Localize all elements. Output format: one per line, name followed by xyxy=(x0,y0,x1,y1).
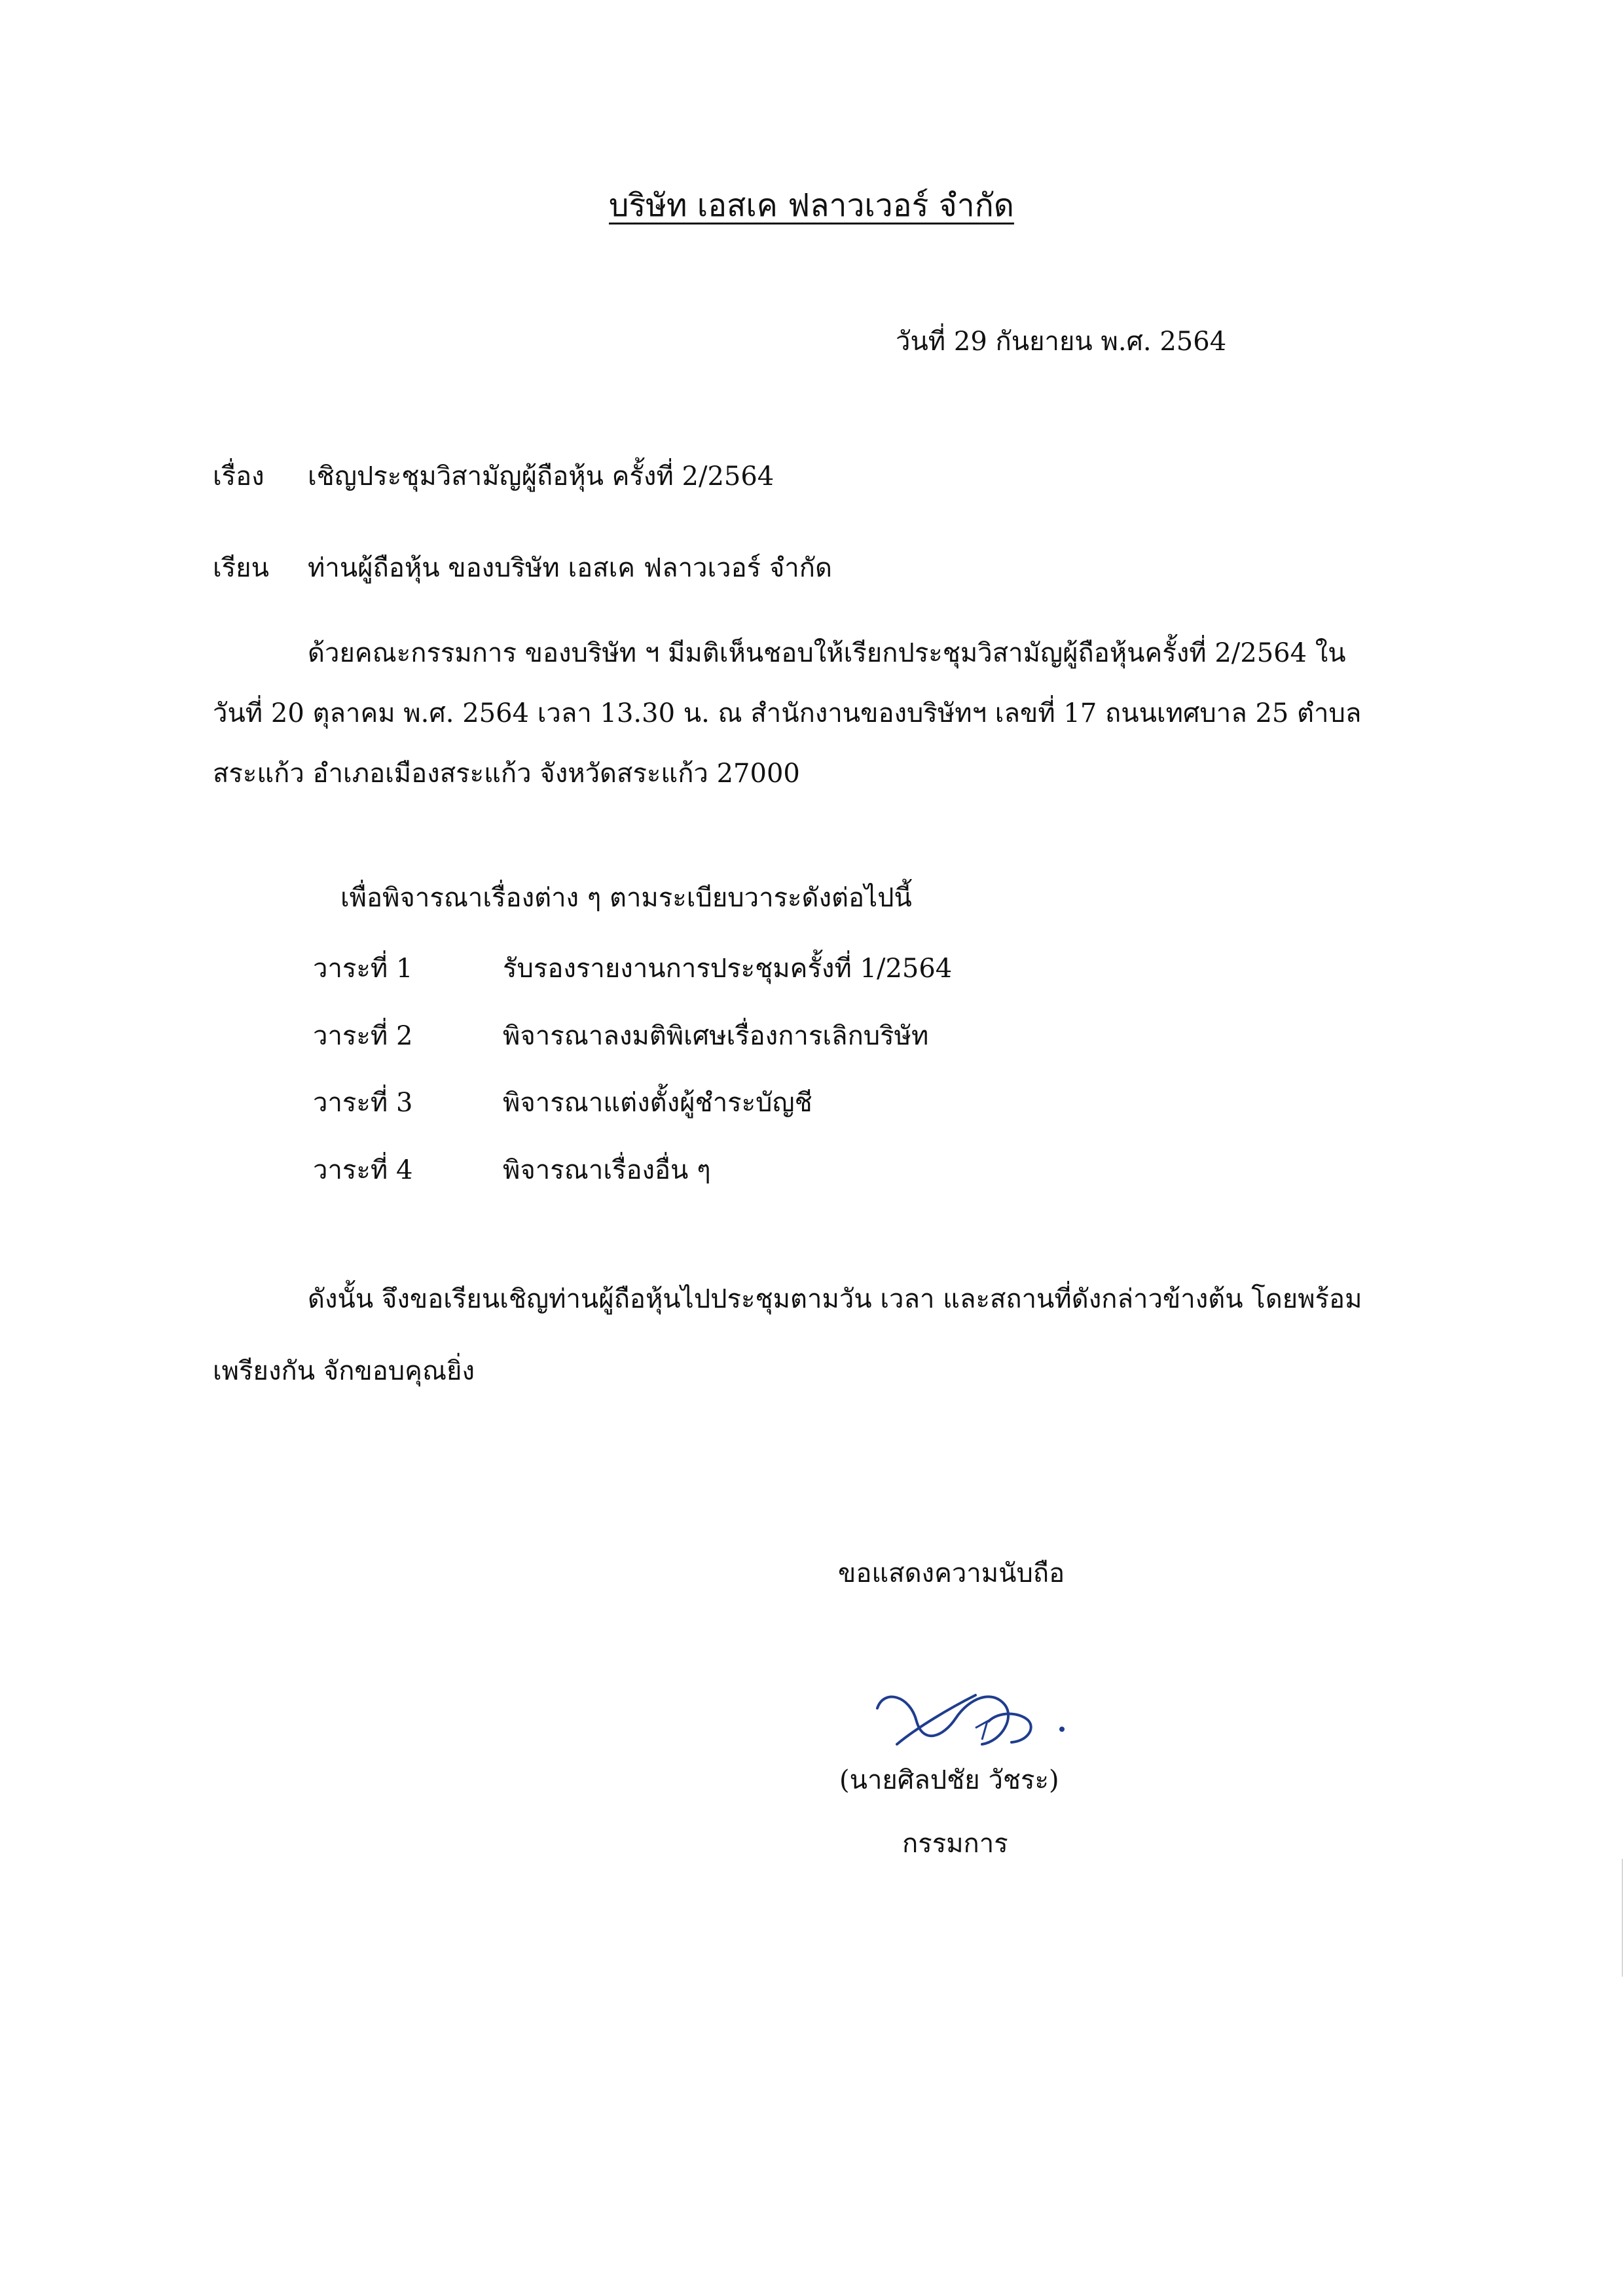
signer-name: (นายศิลปชัย วัชระ) xyxy=(839,1765,1059,1795)
letter-date: วันที่ 29 กันยายน พ.ศ. 2564 xyxy=(896,327,1227,357)
closing-text: ขอแสดงความนับถือ xyxy=(838,1558,1065,1588)
para1-line2: วันที่ 20 ตุลาคม พ.ศ. 2564 เวลา 13.30 น. ณ สำนักงานของบริษัทฯ เลขที่ 17 ถนนเทศบาล 25 ตำบล xyxy=(213,698,1362,728)
signer-title: กรรมการ xyxy=(902,1829,1008,1859)
subject-label: เรื่อง xyxy=(213,461,264,492)
agenda-intro: เพื่อพิจารณาเรื่องต่าง ๆ ตามระเบียบวาระดังต่อไปนี้ xyxy=(340,883,912,913)
agenda-item-1-text: รับรองรายงานการประชุมครั้งที่ 1/2564 xyxy=(503,954,953,984)
agenda-item-2-text: พิจารณาลงมติพิเศษเรื่องการเลิกบริษัท xyxy=(503,1021,929,1051)
recipient-label: เรียน xyxy=(213,553,269,583)
agenda-item-3-label: วาระที่ 3 xyxy=(313,1088,413,1118)
agenda-item-4-label: วาระที่ 4 xyxy=(313,1155,413,1185)
recipient-text: ท่านผู้ถือหุ้น ของบริษัท เอสเค ฟลาวเวอร์ จำกัด xyxy=(308,553,832,583)
para1-line1: ด้วยคณะกรรมการ ของบริษัท ฯ มีมติเห็นชอบให้เรียกประชุมวิสามัญผู้ถือหุ้นครั้งที่ 2/2564 ใน xyxy=(308,638,1346,668)
agenda-item-4-text: พิจารณาเรื่องอื่น ๆ xyxy=(503,1155,711,1185)
signature-image xyxy=(871,1682,1080,1761)
agenda-item-2-label: วาระที่ 2 xyxy=(313,1021,413,1051)
para1-line3: สระแก้ว อำเภอเมืองสระแก้ว จังหวัดสระแก้ว 27000 xyxy=(213,759,800,789)
para2-line2: เพรียงกัน จักขอบคุณยิ่ง xyxy=(213,1356,475,1386)
company-title: บริษัท เอสเค ฟลาวเวอร์ จำกัด xyxy=(609,187,1014,224)
agenda-item-1-label: วาระที่ 1 xyxy=(313,954,413,984)
para2-line1: ดังนั้น จึงขอเรียนเชิญท่านผู้ถือหุ้นไปประชุมตามวัน เวลา และสถานที่ดังกล่าวข้างต้น โดยพร้อม xyxy=(308,1284,1362,1314)
agenda-item-3-text: พิจารณาแต่งตั้งผู้ชำระบัญชี xyxy=(503,1088,812,1118)
subject-text: เชิญประชุมวิสามัญผู้ถือหุ้น ครั้งที่ 2/2564 xyxy=(308,461,775,492)
